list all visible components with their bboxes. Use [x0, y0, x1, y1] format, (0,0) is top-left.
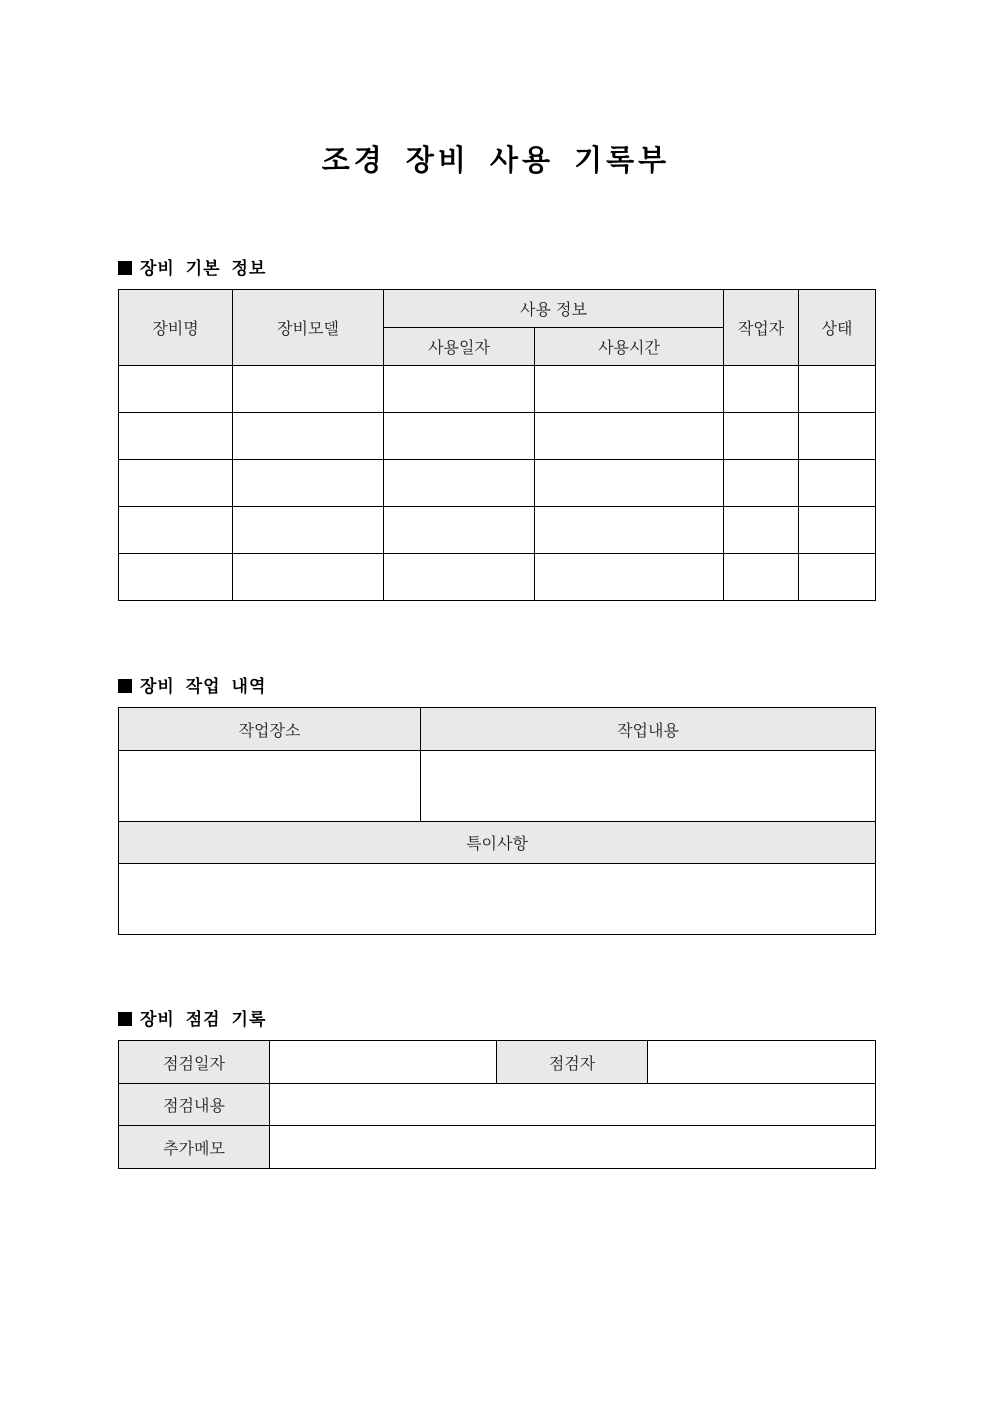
cell[interactable] — [233, 507, 384, 554]
header-worker: 작업자 — [724, 290, 799, 366]
page-title: 조경 장비 사용 기록부 — [321, 143, 671, 177]
cell[interactable] — [384, 413, 535, 460]
cell[interactable] — [799, 460, 876, 507]
label-inspector: 점검자 — [497, 1041, 648, 1084]
cell[interactable] — [119, 554, 233, 601]
label-inspection-content: 점검내용 — [119, 1084, 270, 1126]
work-content-field[interactable] — [421, 751, 876, 822]
square-bullet-icon — [118, 679, 132, 693]
label-inspection-date: 점검일자 — [119, 1041, 270, 1084]
cell[interactable] — [724, 366, 799, 413]
cell[interactable] — [799, 413, 876, 460]
section-heading-work-history: 장비 작업 내역 — [118, 672, 266, 697]
cell[interactable] — [799, 507, 876, 554]
inspection-date-field[interactable] — [270, 1041, 497, 1084]
header-equipment-model: 장비모델 — [233, 290, 384, 366]
square-bullet-icon — [118, 261, 132, 275]
cell[interactable] — [384, 554, 535, 601]
cell[interactable] — [724, 554, 799, 601]
cell[interactable] — [233, 413, 384, 460]
cell[interactable] — [119, 507, 233, 554]
cell[interactable] — [535, 507, 724, 554]
cell[interactable] — [119, 413, 233, 460]
cell[interactable] — [724, 460, 799, 507]
header-remarks: 특이사항 — [119, 822, 876, 864]
work-history-table — [118, 707, 876, 935]
header-work-location: 작업장소 — [119, 708, 421, 751]
header-usage-date: 사용일자 — [384, 328, 535, 366]
inspection-content-field[interactable] — [270, 1084, 876, 1126]
work-location-field[interactable] — [119, 751, 421, 822]
cell[interactable] — [384, 507, 535, 554]
table-row — [119, 507, 876, 554]
cell[interactable] — [535, 413, 724, 460]
cell[interactable] — [384, 366, 535, 413]
square-bullet-icon — [118, 1012, 132, 1026]
cell[interactable] — [535, 554, 724, 601]
header-usage-time: 사용시간 — [535, 328, 724, 366]
cell[interactable] — [799, 366, 876, 413]
section-heading-basic-info: 장비 기본 정보 — [118, 254, 266, 279]
cell[interactable] — [724, 507, 799, 554]
section-heading-inspection: 장비 점검 기록 — [118, 1005, 266, 1030]
basic-info-table — [118, 289, 876, 601]
cell[interactable] — [233, 366, 384, 413]
cell[interactable] — [799, 554, 876, 601]
table-row — [119, 413, 876, 460]
remarks-field[interactable] — [119, 864, 876, 935]
table-row — [119, 366, 876, 413]
cell[interactable] — [119, 366, 233, 413]
cell[interactable] — [384, 460, 535, 507]
cell[interactable] — [724, 413, 799, 460]
header-usage-info: 사용 정보 — [384, 290, 724, 328]
inspection-table — [118, 1040, 876, 1169]
table-row — [119, 554, 876, 601]
cell[interactable] — [233, 554, 384, 601]
cell[interactable] — [535, 366, 724, 413]
table-row — [119, 460, 876, 507]
header-equipment-name: 장비명 — [119, 290, 233, 366]
header-status: 상태 — [799, 290, 876, 366]
additional-memo-field[interactable] — [270, 1126, 876, 1169]
label-additional-memo: 추가메모 — [119, 1126, 270, 1169]
cell[interactable] — [233, 460, 384, 507]
inspector-field[interactable] — [648, 1041, 876, 1084]
cell[interactable] — [535, 460, 724, 507]
header-work-content: 작업내용 — [421, 708, 876, 751]
cell[interactable] — [119, 460, 233, 507]
